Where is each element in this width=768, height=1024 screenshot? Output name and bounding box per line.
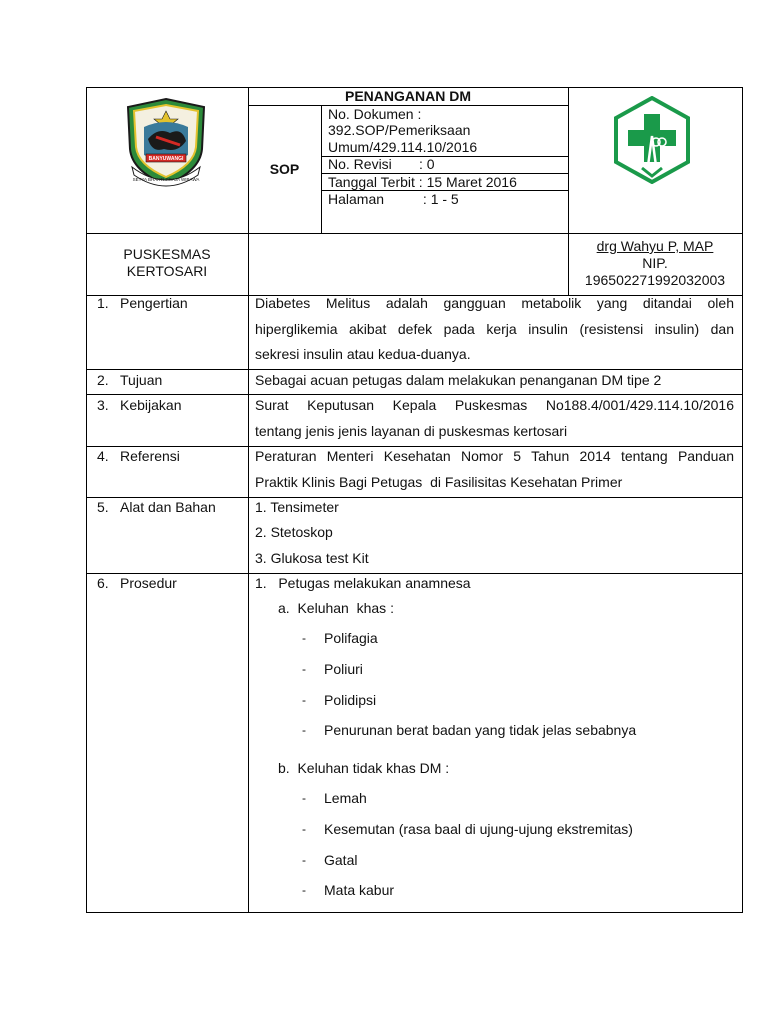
list-item: Poliuri bbox=[324, 661, 363, 677]
row-number: 4. bbox=[97, 448, 109, 464]
signer-name: drg Wahyu P, MAP bbox=[596, 238, 714, 254]
table-border-left bbox=[86, 87, 87, 913]
list-item: Gatal bbox=[324, 852, 358, 868]
bullet-dash: - bbox=[302, 822, 306, 836]
bullet-dash: - bbox=[302, 662, 306, 676]
emblem-motto-text: SETYA BHAKTI PRAJA WIBAWA bbox=[132, 177, 200, 182]
sop-label: SOP bbox=[269, 161, 300, 177]
puskesmas-name-2: KERTOSARI bbox=[126, 263, 208, 279]
bullet-dash: - bbox=[302, 631, 306, 645]
doc-number-value-2: Umum/429.114.10/2016 bbox=[328, 139, 478, 155]
pengertian-line-1: Diabetes Melitus adalah gangguan metabolik yang ditandai oleh bbox=[255, 295, 734, 311]
document-title: PENANGANAN DM bbox=[345, 88, 471, 104]
table-border-bottom bbox=[86, 912, 743, 913]
puskesmas-logo bbox=[612, 96, 692, 184]
prosedur-sub-a: a. Keluhan khas : bbox=[278, 600, 394, 616]
row5-bottom-line bbox=[86, 573, 743, 574]
row-number: 2. bbox=[97, 372, 109, 388]
pengertian-line-3: sekresi insulin atau kedua-duanya. bbox=[255, 346, 471, 362]
doc-number-value-1: 392.SOP/Pemeriksaan bbox=[328, 122, 471, 138]
referensi-line-2: Praktik Klinis Bagi Petugas di Fasilisitas Kesehatan Primer bbox=[255, 474, 623, 490]
referensi-line-1: Peraturan Menteri Kesehatan Nomor 5 Tahun 2014 tentang Panduan bbox=[255, 448, 734, 464]
row-number: 3. bbox=[97, 397, 109, 413]
list-item: Polifagia bbox=[324, 630, 378, 646]
table-border-right bbox=[742, 87, 743, 913]
alat-item: 3. Glukosa test Kit bbox=[255, 550, 369, 566]
row-label-kebijakan: Kebijakan bbox=[120, 397, 182, 413]
doc-number-label: No. Dokumen : bbox=[328, 106, 422, 122]
row-label-prosedur: Prosedur bbox=[120, 575, 177, 591]
row-label-pengertian: Pengertian bbox=[120, 295, 188, 311]
kebijakan-line-1: Surat Keputusan Kepala Puskesmas No188.4/001/429.114.10/2016 bbox=[255, 397, 734, 413]
row-number: 1. bbox=[97, 295, 109, 311]
row3-bottom-line bbox=[86, 446, 743, 447]
row-number: 5. bbox=[97, 499, 109, 515]
list-item: Polidipsi bbox=[324, 692, 377, 708]
list-item: Mata kabur bbox=[324, 882, 395, 898]
header-bottom-line bbox=[86, 233, 743, 234]
puskesmas-name-1: PUSKESMAS bbox=[123, 246, 211, 262]
list-item: Penurunan berat badan yang tidak jelas sebabnya bbox=[324, 722, 637, 738]
row-label-tujuan: Tujuan bbox=[120, 372, 163, 388]
bullet-dash: - bbox=[302, 883, 306, 897]
list-item: Kesemutan (rasa baal di ujung-ujung ekstremitas) bbox=[324, 821, 633, 837]
prosedur-step-1: 1. Petugas melakukan anamnesa bbox=[255, 575, 471, 591]
tujuan-text: Sebagai acuan petugas dalam melakukan penanganan DM tipe 2 bbox=[255, 372, 662, 388]
bullet-dash: - bbox=[302, 853, 306, 867]
bullet-dash: - bbox=[302, 693, 306, 707]
table-divider-main bbox=[248, 87, 249, 913]
pengertian-line-2: hiperglikemia akibat defek pada kerja insulin (resistensi insulin) dan bbox=[255, 321, 734, 337]
row-number: 6. bbox=[97, 575, 109, 591]
row2-bottom-line bbox=[86, 394, 743, 395]
bullet-dash: - bbox=[302, 723, 306, 737]
list-item: Lemah bbox=[324, 790, 367, 806]
alat-item: 1. Tensimeter bbox=[255, 499, 339, 515]
row-label-referensi: Referensi bbox=[120, 448, 180, 464]
bullet-dash: - bbox=[302, 791, 306, 805]
alat-item: 2. Stetoskop bbox=[255, 524, 333, 540]
row-label-alat: Alat dan Bahan bbox=[120, 499, 216, 515]
page-field: Halaman : 1 - 5 bbox=[328, 191, 459, 207]
row1-bottom-line bbox=[86, 369, 743, 370]
signer-nip-label: NIP. bbox=[642, 255, 668, 271]
revision-field: No. Revisi : 0 bbox=[328, 156, 435, 172]
signer-nip: 196502271992032003 bbox=[584, 272, 726, 288]
emblem-banner-text: BANYUWANGI bbox=[148, 156, 184, 162]
kebijakan-line-2: tentang jenis jenis layanan di puskesmas kertosari bbox=[255, 423, 568, 439]
regency-emblem bbox=[122, 97, 210, 189]
header-divider-sop bbox=[321, 105, 322, 233]
prosedur-sub-b: b. Keluhan tidak khas DM : bbox=[278, 760, 450, 776]
row4-bottom-line bbox=[86, 497, 743, 498]
issue-date-field: Tanggal Terbit : 15 Maret 2016 bbox=[328, 174, 517, 190]
